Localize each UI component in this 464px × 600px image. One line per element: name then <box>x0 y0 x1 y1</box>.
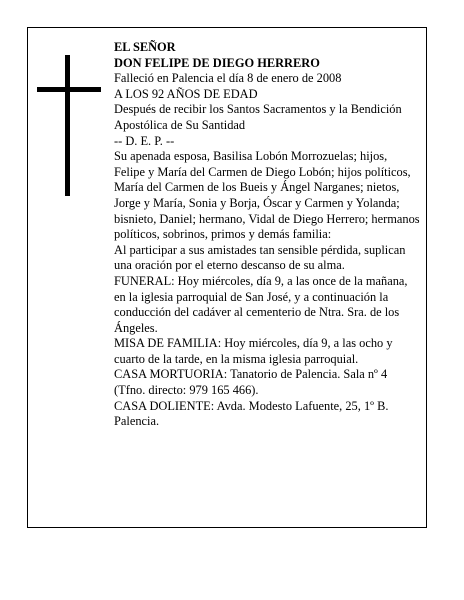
death-line: Falleció en Palencia el día 8 de enero de 2008 <box>114 71 342 86</box>
age-line: A LOS 92 AÑOS DE EDAD <box>114 86 258 101</box>
cross-icon <box>37 55 101 196</box>
obituary-text <box>114 40 420 430</box>
family-mass-paragraph: MISA DE FAMILIA: Hoy miércoles, día 9, a las ocho y cuarto de la tarde, en la misma iglesia parroquial. <box>114 336 393 366</box>
cross-horizontal-bar <box>37 87 101 92</box>
title-line-1: EL SEÑOR <box>114 40 176 54</box>
funeral-paragraph: FUNERAL: Hoy miércoles, día 9, a las once de la mañana, en la iglesia parroquial de San José, y a continuación la conducción del cadáver al cementerio de Ntra. Sra. de los Ángeles. <box>114 273 408 335</box>
deceased-name: DON FELIPE DE DIEGO HERRERO <box>114 55 320 70</box>
family-paragraph: Su apenada esposa, Basilisa Lobón Morrozuelas; hijos, Felipe y María del Carmen de Diego Lobón; hijos políticos, María del Carmen de los Bueis y Ángel Narganes; nietos, Jorge y María, Sonia y Borja, Óscar y Carmen y Yolanda; bisnieto, Daniel; hermano, Vidal de Diego Herrero; hermanos políticos, sobrinos, primos y demás familia: <box>114 149 420 242</box>
mourning-house-paragraph: CASA DOLIENTE: Avda. Modesto Lafuente, 25, 1º B. Palencia. <box>114 398 389 429</box>
cross-vertical-bar <box>65 55 70 196</box>
sacraments-line: Después de recibir los Santos Sacramentos y la Bendición Apostólica de Su Santidad <box>114 102 402 132</box>
request-paragraph: Al participar a sus amistades tan sensible pérdida, suplican una oración por el eterno descanso de su alma. <box>114 242 406 273</box>
mortuary-paragraph: CASA MORTUORIA: Tanatorio de Palencia. Sala nº 4 (Tfno. directo: 979 165 466). <box>114 367 388 398</box>
dep-line: -- D. E. P. -- <box>114 133 175 148</box>
